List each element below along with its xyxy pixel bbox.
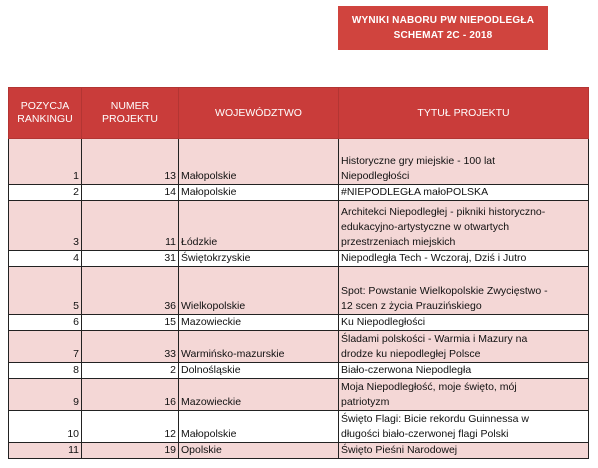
voivodeship-cell: Świętokrzyskie (179, 251, 339, 267)
banner-subtitle: SCHEMAT 2C - 2018 (393, 30, 493, 41)
project-title-cell: Spot: Powstanie Wielkopolskie Zwycięstwo - 12 scen z życia Prauzińskiego (339, 267, 589, 315)
voivodeship-cell: Łódzkie (179, 201, 339, 251)
rank-cell: 1 (9, 139, 82, 185)
header-rank: POZYCJA RANKINGU (9, 88, 82, 139)
project-number-cell: 31 (82, 251, 179, 267)
header-voivodeship: WOJEWÓDZTWO (179, 88, 339, 139)
voivodeship-cell: Mazowieckie (179, 379, 339, 411)
rank-cell: 8 (9, 363, 82, 379)
table-row (9, 139, 589, 185)
rank-cell: 7 (9, 331, 82, 363)
voivodeship-cell: Małopolskie (179, 185, 339, 201)
voivodeship-cell: Warmińsko-mazurskie (179, 331, 339, 363)
project-title-cell: #NIEPODLEGŁA małoPOLSKA (339, 185, 589, 201)
table-row (9, 185, 589, 201)
project-title-cell: Niepodległa Tech - Wczoraj, Dziś i Jutro (339, 251, 589, 267)
header-project-number: NUMER PROJEKTU (82, 88, 179, 139)
voivodeship-cell: Opolskie (179, 443, 339, 459)
project-title-cell: Ku Niepodległości (339, 315, 589, 331)
project-title-cell: Święto Pieśni Narodowej (339, 443, 589, 459)
table-row (9, 201, 589, 251)
table-row (9, 411, 589, 443)
rank-cell: 2 (9, 185, 82, 201)
voivodeship-cell: Małopolskie (179, 411, 339, 443)
rank-cell: 3 (9, 201, 82, 251)
rank-cell: 5 (9, 267, 82, 315)
project-title-cell: Moja Niepodległość, moje święto, mój patriotyzm (339, 379, 589, 411)
project-number-cell: 15 (82, 315, 179, 331)
project-number-cell: 19 (82, 443, 179, 459)
rank-cell: 10 (9, 411, 82, 443)
voivodeship-cell: Mazowieckie (179, 315, 339, 331)
table-row (9, 315, 589, 331)
project-title-cell: Historyczne gry miejskie - 100 lat Niepodległości (339, 139, 589, 185)
rank-cell: 9 (9, 379, 82, 411)
rank-cell: 11 (9, 443, 82, 459)
table-header-row (9, 88, 589, 139)
project-title-cell: Święto Flagi: Bicie rekordu Guinnessa w długości biało-czerwonej flagi Polski (339, 411, 589, 443)
table-row (9, 379, 589, 411)
banner-title: WYNIKI NABORU PW NIEPODLEGŁA (351, 15, 535, 26)
project-number-cell: 2 (82, 363, 179, 379)
project-number-cell: 13 (82, 139, 179, 185)
results-table (8, 87, 589, 459)
project-number-cell: 14 (82, 185, 179, 201)
table-row (9, 267, 589, 315)
project-title-cell: Biało-czerwona Niepodległa (339, 363, 589, 379)
project-number-cell: 36 (82, 267, 179, 315)
project-number-cell: 16 (82, 379, 179, 411)
voivodeship-cell: Małopolskie (179, 139, 339, 185)
table-row (9, 443, 589, 459)
voivodeship-cell: Wielkopolskie (179, 267, 339, 315)
results-banner (338, 6, 548, 50)
table-row (9, 363, 589, 379)
project-title-cell: Architekci Niepodległej - pikniki historyczno- edukacyjno-artystyczne w otwartych przestrzeniach miejskich (339, 201, 589, 251)
header-project-title: TYTUŁ PROJEKTU (339, 88, 589, 139)
rank-cell: 6 (9, 315, 82, 331)
project-number-cell: 12 (82, 411, 179, 443)
project-title-cell: Śladami polskości - Warmia i Mazury na drodze ku niepodległej Polsce (339, 331, 589, 363)
table-row (9, 331, 589, 363)
project-number-cell: 33 (82, 331, 179, 363)
table-row (9, 251, 589, 267)
rank-cell: 4 (9, 251, 82, 267)
project-number-cell: 11 (82, 201, 179, 251)
voivodeship-cell: Dolnośląskie (179, 363, 339, 379)
